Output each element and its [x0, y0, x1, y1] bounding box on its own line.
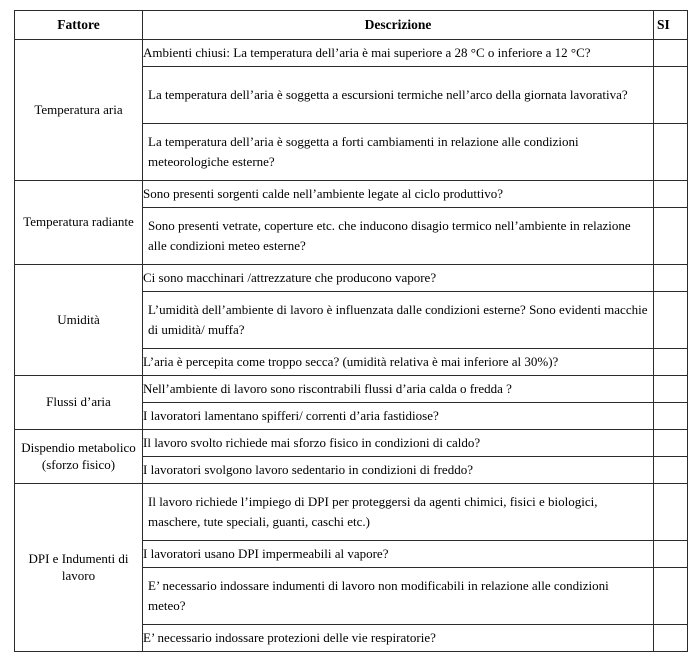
checklist-table	[14, 10, 688, 652]
description-cell: Nell’ambiente di lavoro sono riscontrabili flussi d’aria calda o fredda ?	[143, 376, 654, 403]
table-row	[15, 181, 688, 208]
si-checkbox-cell[interactable]	[654, 376, 688, 403]
si-checkbox-cell[interactable]	[654, 568, 688, 625]
description-cell: I lavoratori usano DPI impermeabili al vapore?	[143, 541, 654, 568]
si-checkbox-cell[interactable]	[654, 403, 688, 430]
description-cell: L’umidità dell’ambiente di lavoro è influenzata dalle condizioni esterne? Sono evidenti macchie di umidità/ muffa?	[143, 292, 654, 349]
factor-cell: Dispendio metabolico (sforzo fisico)	[15, 430, 143, 484]
column-header-description: Descrizione	[143, 11, 654, 40]
description-cell: I lavoratori svolgono lavoro sedentario in condizioni di freddo?	[143, 457, 654, 484]
si-checkbox-cell[interactable]	[654, 541, 688, 568]
factor-cell: Temperatura aria	[15, 40, 143, 181]
description-cell: E’ necessario indossare indumenti di lavoro non modificabili in relazione alle condizioni meteo?	[143, 568, 654, 625]
factor-cell: Flussi d’aria	[15, 376, 143, 430]
factor-cell: Umidità	[15, 265, 143, 376]
description-cell: E’ necessario indossare protezioni delle vie respiratorie?	[143, 625, 654, 652]
description-cell: Il lavoro svolto richiede mai sforzo fisico in condizioni di caldo?	[143, 430, 654, 457]
si-checkbox-cell[interactable]	[654, 67, 688, 124]
column-header-si: SI	[654, 11, 688, 40]
table-row	[15, 430, 688, 457]
table-row	[15, 265, 688, 292]
description-cell: L’aria è percepita come troppo secca? (umidità relativa è mai inferiore al 30%)?	[143, 349, 654, 376]
description-cell: Ci sono macchinari /attrezzature che producono vapore?	[143, 265, 654, 292]
description-cell: I lavoratori lamentano spifferi/ correnti d’aria fastidiose?	[143, 403, 654, 430]
factor-cell: DPI e Indumenti di lavoro	[15, 484, 143, 652]
table-row	[15, 484, 688, 541]
si-checkbox-cell[interactable]	[654, 349, 688, 376]
description-cell: Il lavoro richiede l’impiego di DPI per proteggersi da agenti chimici, fisici e biologici, maschere, tute speciali, guanti, caschi etc.)	[143, 484, 654, 541]
table-row	[15, 40, 688, 67]
description-cell: Sono presenti sorgenti calde nell’ambiente legate al ciclo produttivo?	[143, 181, 654, 208]
header-row	[15, 11, 688, 40]
factor-cell: Temperatura radiante	[15, 181, 143, 265]
si-checkbox-cell[interactable]	[654, 625, 688, 652]
table-body	[15, 40, 688, 652]
description-cell: La temperatura dell’aria è soggetta a forti cambiamenti in relazione alle condizioni meteorologiche esterne?	[143, 124, 654, 181]
si-checkbox-cell[interactable]	[654, 457, 688, 484]
table-row	[15, 376, 688, 403]
si-checkbox-cell[interactable]	[654, 40, 688, 67]
si-checkbox-cell[interactable]	[654, 484, 688, 541]
description-cell: La temperatura dell’aria è soggetta a escursioni termiche nell’arco della giornata lavorativa?	[143, 67, 654, 124]
si-checkbox-cell[interactable]	[654, 208, 688, 265]
description-cell: Sono presenti vetrate, coperture etc. che inducono disagio termico nell’ambiente in relazione alle condizioni meteo esterne?	[143, 208, 654, 265]
si-checkbox-cell[interactable]	[654, 124, 688, 181]
column-header-factor: Fattore	[15, 11, 143, 40]
description-cell: Ambienti chiusi: La temperatura dell’aria è mai superiore a 28 °C o inferiore a 12 °C?	[143, 40, 654, 67]
si-checkbox-cell[interactable]	[654, 181, 688, 208]
si-checkbox-cell[interactable]	[654, 292, 688, 349]
table-header	[15, 11, 688, 40]
si-checkbox-cell[interactable]	[654, 265, 688, 292]
si-checkbox-cell[interactable]	[654, 430, 688, 457]
